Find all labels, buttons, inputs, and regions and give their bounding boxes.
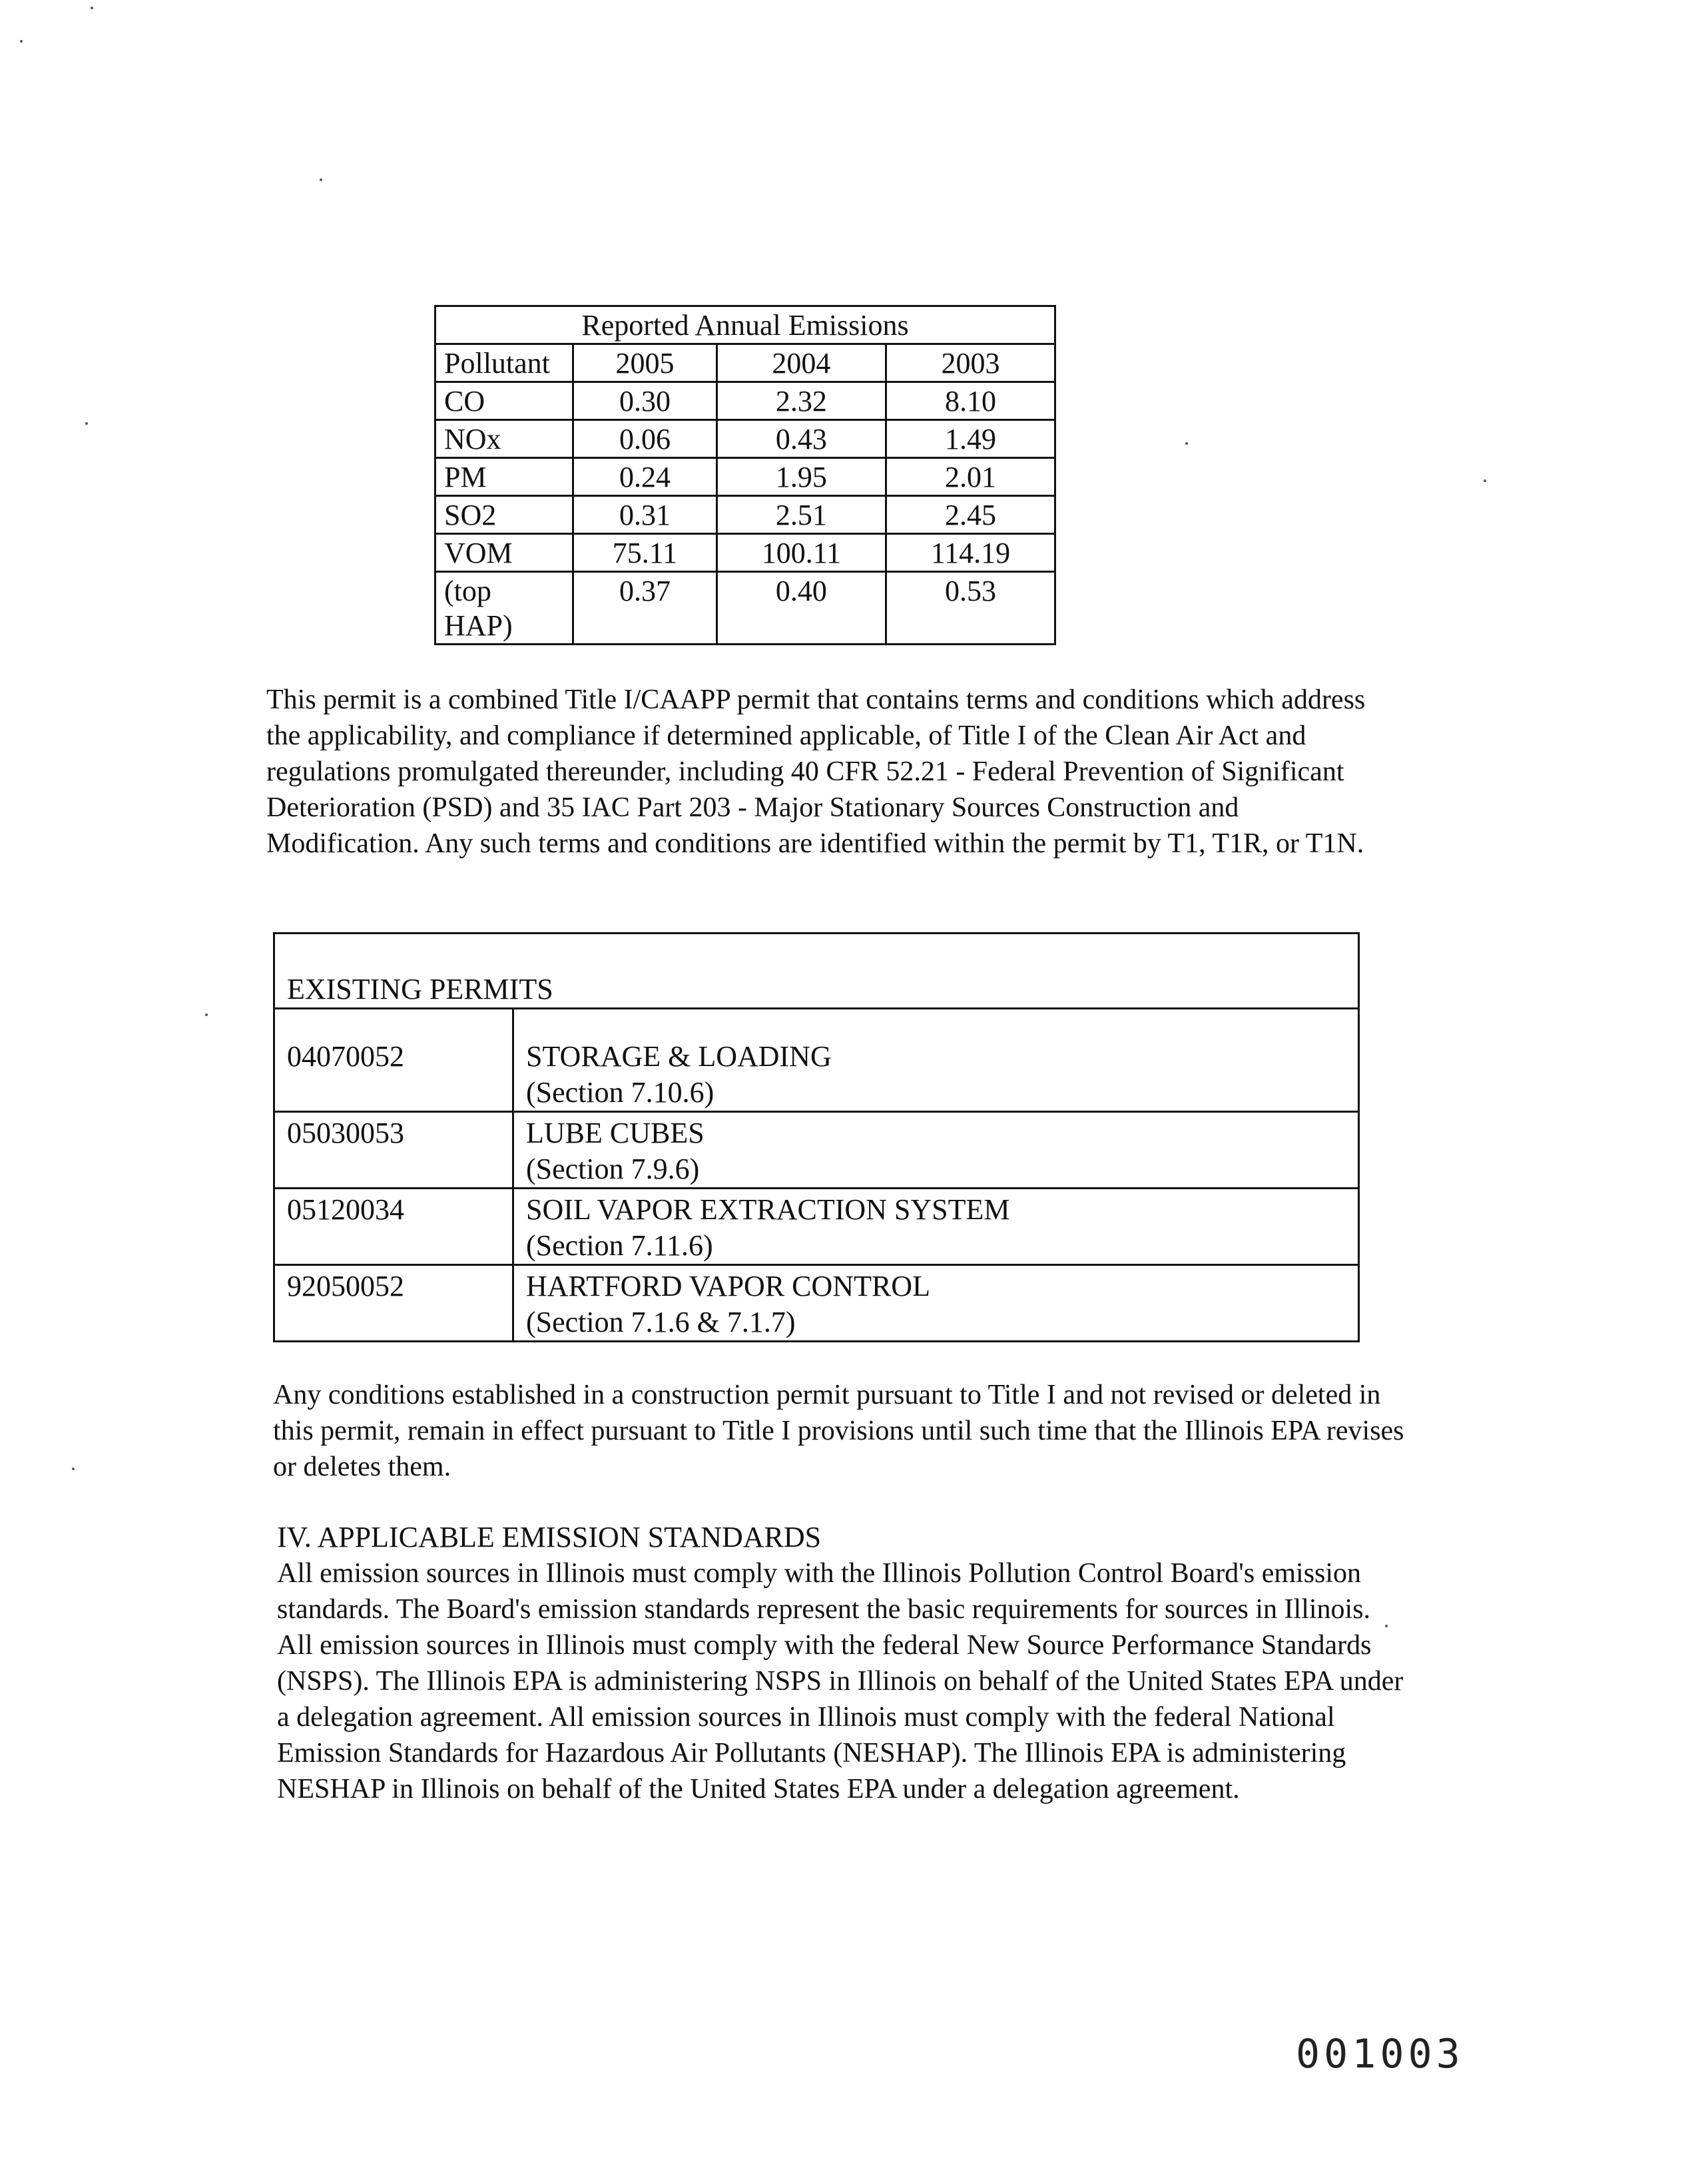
construction-permit-paragraph: Any conditions established in a construction permit pursuant to Title I and not revised or deleted in this permit, remain in effect pursuant to Title I provisions until such time that the Illinois EPA revises or deletes them. (273, 1380, 1404, 1482)
table-row (435, 534, 1055, 572)
value-cell: 114.19 (886, 534, 1055, 572)
column-header-pollutant: Pollutant (435, 344, 573, 382)
table-row (274, 1112, 1359, 1189)
value-cell: 0.43 (716, 420, 886, 458)
emissions-table-caption: Reported Annual Emissions (435, 306, 1055, 344)
permit-number: 05030053 (274, 1112, 513, 1189)
existing-permits-table (273, 932, 1360, 1342)
scan-speck (85, 422, 88, 425)
pollutant-cell: (top HAP) (435, 572, 573, 645)
scan-speck (1385, 1625, 1388, 1627)
column-header-2004: 2004 (716, 344, 886, 382)
permit-name: LUBE CUBES (526, 1117, 705, 1149)
pollutant-cell: VOM (435, 534, 573, 572)
table-row (274, 1265, 1359, 1342)
permit-section: (Section 7.11.6) (526, 1229, 713, 1262)
table-row (435, 382, 1055, 420)
value-cell: 0.40 (716, 572, 886, 645)
scan-speck (320, 178, 322, 181)
emissions-table (434, 305, 1056, 645)
permit-name: SOIL VAPOR EXTRACTION SYSTEM (526, 1193, 1010, 1226)
value-cell: 0.53 (886, 572, 1055, 645)
pollutant-cell: SO2 (435, 496, 573, 534)
column-header-2005: 2005 (573, 344, 717, 382)
value-cell: 2.51 (716, 496, 886, 534)
pollutant-cell: PM (435, 458, 573, 496)
table-row (435, 572, 1055, 645)
table-row (274, 1009, 1359, 1112)
table-row (435, 496, 1055, 534)
value-cell: 8.10 (886, 382, 1055, 420)
emission-standards-paragraph: All emission sources in Illinois must comply with the Illinois Pollution Control Board's emission standards. The Board's emission standards represent the basic requirements for sources in Illinois. All emission sources in Illinois must comply with the federal New Source Performance Standards (NSPS). The Illinois EPA is administering NSPS in Illinois on behalf of the United States EPA under a delegation agreement. All emission sources in Illinois must comply with the federal National Emission Standards for Hazardous Air Pollutants (NESHAP). The Illinois EPA is administering NESHAP in Illinois on behalf of the United States EPA under a delegation agreement. (277, 1558, 1404, 1804)
value-cell: 0.37 (573, 572, 717, 645)
value-cell: 1.49 (886, 420, 1055, 458)
value-cell: 0.30 (573, 382, 717, 420)
permit-number: 04070052 (274, 1009, 513, 1112)
permit-name: STORAGE & LOADING (526, 1040, 832, 1073)
value-cell: 1.95 (716, 458, 886, 496)
section-heading: IV. APPLICABLE EMISSION STANDARDS (277, 1521, 822, 1553)
scan-speck (1185, 442, 1188, 445)
table-row (435, 458, 1055, 496)
value-cell: 0.06 (573, 420, 717, 458)
value-cell: 75.11 (573, 534, 717, 572)
permit-number: 05120034 (274, 1189, 513, 1265)
permit-section: (Section 7.1.6 & 7.1.7) (526, 1306, 796, 1338)
permit-description (513, 1112, 1359, 1189)
pollutant-cell: CO (435, 382, 573, 420)
pollutant-cell: NOx (435, 420, 573, 458)
value-cell: 2.45 (886, 496, 1055, 534)
value-cell: 2.01 (886, 458, 1055, 496)
scan-speck (20, 40, 23, 43)
permit-description (513, 1189, 1359, 1265)
permit-section: (Section 7.9.6) (526, 1153, 700, 1185)
existing-permits-header: EXISTING PERMITS (274, 934, 1359, 1009)
value-cell: 0.31 (573, 496, 717, 534)
table-row (274, 1189, 1359, 1265)
scan-speck (91, 7, 93, 9)
scan-speck (72, 1468, 75, 1470)
permit-description (513, 1265, 1359, 1342)
value-cell: 100.11 (716, 534, 886, 572)
page-number: 001003 (1296, 2031, 1464, 2077)
title-i-paragraph: This permit is a combined Title I/CAAPP permit that contains terms and conditions which address the applicability, and compliance if determined applicable, of Title I of the Clean Air Act and regulations promulgated thereunder, including 40 CFR 52.21 - Federal Prevention of Significant Deterioration (PSD) and 35 IAC Part 203 - Major Stationary Sources Construction and Modification. Any such terms and conditions are identified within the permit by T1, T1R, or T1N. (266, 684, 1366, 859)
permit-section: (Section 7.10.6) (526, 1076, 714, 1109)
scan-speck (205, 1013, 208, 1016)
permit-description (513, 1009, 1359, 1112)
table-row (435, 420, 1055, 458)
permit-number: 92050052 (274, 1265, 513, 1342)
column-header-2003: 2003 (886, 344, 1055, 382)
value-cell: 0.24 (573, 458, 717, 496)
permit-name: HARTFORD VAPOR CONTROL (526, 1270, 930, 1302)
value-cell: 2.32 (716, 382, 886, 420)
scan-speck (1484, 479, 1486, 482)
